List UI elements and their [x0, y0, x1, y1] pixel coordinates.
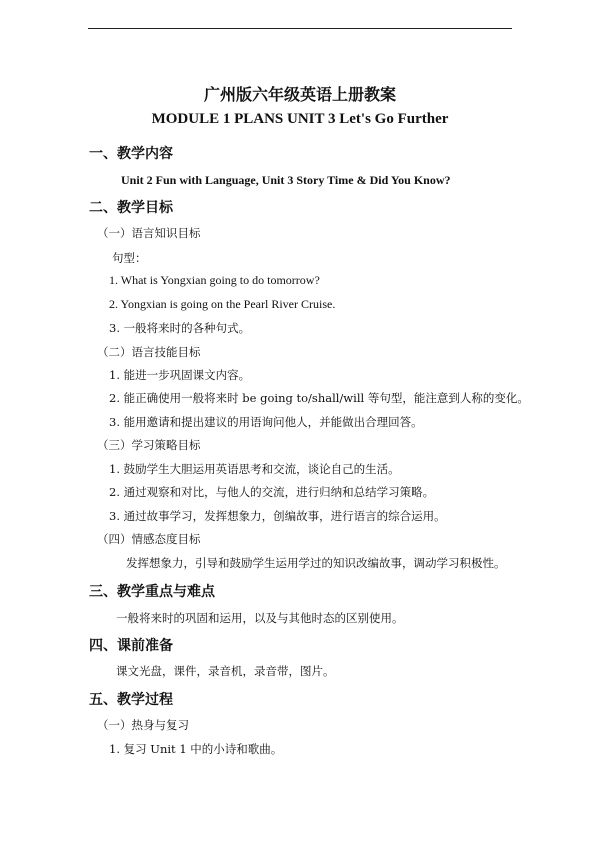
list-item: 1. 复习 Unit 1 中的小诗和歌曲。 — [109, 742, 283, 756]
section-heading-procedure: 五、教学过程 — [89, 692, 173, 708]
subsection-title-skills: （二）语言技能目标 — [97, 345, 201, 359]
list-item: 3. 一般将来时的各种句式。 — [109, 321, 251, 335]
document-title: 广州版六年级英语上册教案 — [203, 85, 396, 104]
module-title: MODULE 1 PLANS UNIT 3 Let's Go Further — [151, 111, 449, 127]
subsection-title-knowledge: （一）语言知识目标 — [97, 226, 201, 240]
section-heading-key-points: 三、教学重点与难点 — [89, 584, 215, 600]
teaching-scope: Unit 2 Fun with Language, Unit 3 Story Time & Did You Know? — [121, 173, 451, 187]
preparation-text: 课文光盘，课件，录音机，录音带，图片。 — [116, 664, 335, 678]
list-item: 3. 能用邀请和提出建议的用语询问他人，并能做出合理回答。 — [109, 415, 423, 429]
list-item: 3. 通过故事学习，发挥想象力，创编故事，进行语言的综合运用。 — [109, 509, 446, 523]
list-item: 2. 通过观察和对比，与他人的交流，进行归纳和总结学习策略。 — [109, 485, 435, 499]
sentence-patterns-label: 句型： — [112, 251, 147, 265]
subsection-title-attitude: （四）情感态度目标 — [97, 532, 201, 546]
section-heading-preparation: 四、课前准备 — [89, 638, 173, 654]
list-item: 1. 鼓励学生大胆运用英语思考和交流，谈论自己的生活。 — [109, 462, 400, 476]
list-item: 1. What is Yongxian going to do tomorrow? — [109, 273, 320, 287]
list-item: 1. 能进一步巩固课文内容。 — [109, 368, 251, 382]
attitude-goal-text: 发挥想象力，引导和鼓励学生运用学过的知识改编故事，调动学习积极性。 — [126, 556, 506, 570]
subsection-title-strategy: （三）学习策略目标 — [97, 438, 201, 452]
section-heading-objectives: 二、教学目标 — [89, 200, 173, 216]
list-item: 2. 能正确使用一般将来时 be going to/shall/will 等句型，能注意到人称的变化。 — [109, 391, 529, 405]
subsection-title-warmup: （一）热身与复习 — [97, 718, 189, 732]
header-rule — [88, 28, 512, 29]
section-heading-content: 一、教学内容 — [89, 146, 173, 162]
list-item: 2. Yongxian is going on the Pearl River Cruise. — [109, 297, 336, 311]
key-points-text: 一般将来时的巩固和运用，以及与其他时态的区别使用。 — [116, 611, 404, 625]
